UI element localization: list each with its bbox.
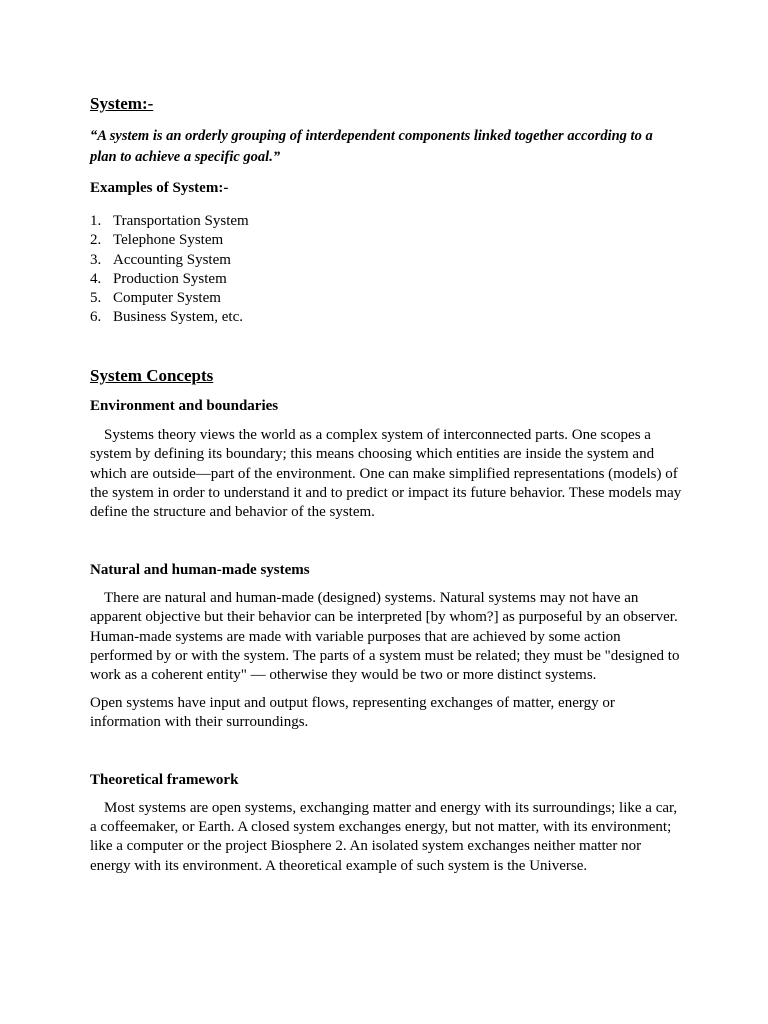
document-content: [90, 92, 682, 876]
theoretical-framework-paragraph: Most systems are open systems, exchanging matter and energy with its surroundings; like a car, a coffeemaker, or Earth. A closed system exchanges energy, but not matter, with its environment; like a computer or the project Biosphere 2. An isolated system exchanges neither matter nor energy with its environment. A theoretical example of such system is the Universe.: [90, 799, 678, 874]
list-item: 4. Production System: [90, 270, 227, 287]
list-item: 3. Accounting System: [90, 251, 231, 268]
natural-systems-paragraph: There are natural and human-made (designed) systems. Natural systems may not have an apparent objective but their behavior can be interpreted [by whom?] as purposeful by an observer. Human-made systems are made with variable purposes that are achieved by some action performed by or with the system. The parts of a system must be related; they must be "designed to work as a coherent entity" — otherwise they would be two or more distinct systems.: [90, 589, 680, 684]
theoretical-framework-heading: Theoretical framework: [90, 771, 239, 788]
system-title: System:-: [90, 94, 154, 113]
list-item: 5. Computer System: [90, 290, 221, 307]
examples-heading: Examples of System:-: [90, 180, 229, 196]
list-item: 1. Transportation System: [90, 213, 249, 229]
system-definition-quote: “A system is an orderly grouping of interdependent components linked together according to a plan to achieve a specific goal.”: [90, 128, 653, 165]
examples-list: [90, 212, 682, 328]
list-item: 6. Business System, etc.: [90, 309, 243, 326]
environment-heading: Environment and boundaries: [90, 397, 279, 414]
natural-systems-heading: Natural and human-made systems: [90, 561, 310, 578]
open-systems-paragraph: Open systems have input and output flows, representing exchanges of matter, energy or information with their surroundings.: [90, 694, 615, 731]
environment-paragraph: Systems theory views the world as a complex system of interconnected parts. One scopes a system by defining its boundary; this means choosing which entities are inside the system and which are outside—part of the environment. One can make simplified representations (models) of the system in order to understand it and to predict or impact its future behavior. These models may define the structure and behavior of the system.: [90, 426, 682, 521]
system-concepts-title: System Concepts: [90, 365, 214, 385]
list-item: 2. Telephone System: [90, 232, 224, 249]
